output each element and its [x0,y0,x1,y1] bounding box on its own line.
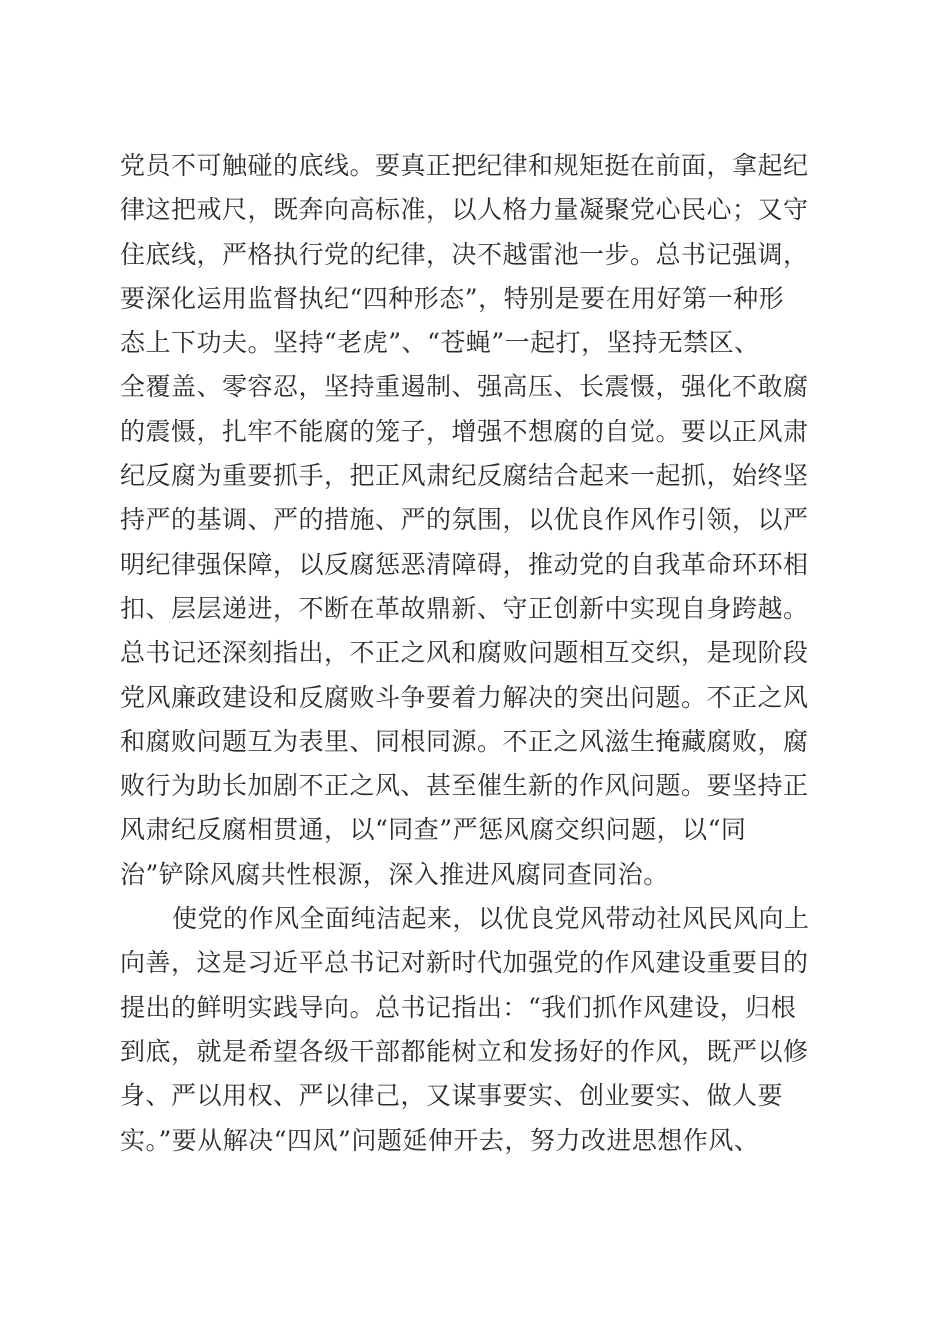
text-line: 要深化运用监督执纪“四种形态”，特别是要在用好第一种形 [120,283,785,313]
text-line: 身、严以用权、严以律己，又谋事要实、创业要实、做人要 [120,1081,784,1111]
text-line: 纪反腐为重要抓手，把正风肃纪反腐结合起来一起抓，始终坚 [120,461,809,491]
text-line: 败行为助长加剧不正之风、甚至催生新的作风问题。要坚持正 [120,771,809,801]
text-line: 律这把戒尺，既奔向高标准，以人格力量凝聚党心民心；又守 [120,195,809,225]
text-line: 和腐败问题互为表里、同根同源。不正之风滋生掩藏腐败，腐 [120,726,809,756]
text-line: 的震慑，扎牢不能腐的笼子，增强不想腐的自觉。要以正风肃 [120,416,809,446]
text-line: 风肃纪反腐相贯通，以“同查”严惩风腐交织问题，以“同 [120,815,747,845]
text-line: 党员不可触碰的底线。要真正把纪律和规矩挺在前面，拿起纪 [120,151,809,180]
text-line: 实。”要从解决“四风”问题延伸开去，努力改进思想作风、 [120,1125,760,1155]
text-line: 全覆盖、零容忍，坚持重遏制、强高压、长震慑，强化不敢腐 [120,372,809,402]
text-line: 使党的作风全面纯洁起来，以优良党风带动社风民风向上 [172,904,810,934]
text-line: 治”铲除风腐共性根源，深入推进风腐同查同治。 [120,859,669,889]
text-line: 总书记还深刻指出，不正之风和腐败问题相互交织，是现阶段 [120,638,809,668]
text-line: 到底，就是希望各级干部都能树立和发扬好的作风，既严以修 [120,1036,809,1066]
paragraph-2 [120,897,830,1163]
text-line: 向善，这是习近平总书记对新时代加强党的作风建设重要目的 [120,948,809,978]
text-line: 明纪律强保障，以反腐惩恶清障碍，推动党的自我革命环环相 [120,549,809,579]
text-line: 态上下功夫。坚持“老虎”、“苍蝇”一起打，坚持无禁区、 [120,328,760,358]
text-line: 扣、层层递进，不断在革故鼎新、守正创新中实现自身跨越。 [120,593,809,623]
text-line: 党风廉政建设和反腐败斗争要着力解决的突出问题。不正之风 [120,682,809,712]
text-line: 持严的基调、严的措施、严的氛围，以优良作风作引领，以严 [120,505,809,535]
text-line: 住底线，严格执行党的纪律，决不越雷池一步。总书记强调， [120,239,809,269]
text-line: 提出的鲜明实践导向。总书记指出：“我们抓作风建设，归根 [120,992,797,1022]
paragraph-1 [120,144,830,897]
document-body [120,144,830,1163]
